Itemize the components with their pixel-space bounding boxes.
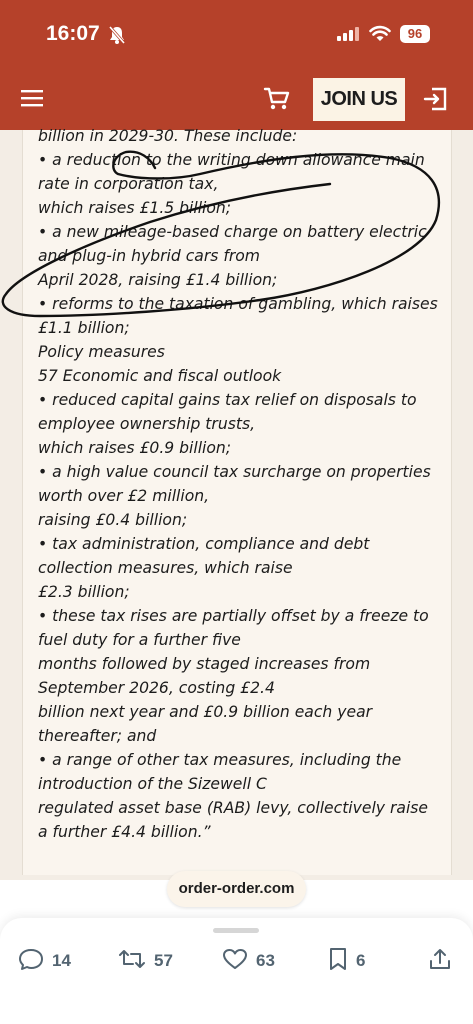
article-line: • a high value council tax surcharge on properties <box>38 463 431 481</box>
like-count: 63 <box>256 951 275 970</box>
bookmark-count: 6 <box>356 951 366 970</box>
repost-icon <box>118 947 146 976</box>
reply-icon <box>18 947 44 976</box>
article-line: September 2026, costing £2.4 <box>38 679 275 697</box>
sign-in-icon[interactable] <box>423 86 449 117</box>
heart-icon <box>222 947 248 976</box>
share-icon <box>428 947 452 976</box>
bookmark-button[interactable] <box>328 946 365 976</box>
bookmark-icon <box>328 947 348 976</box>
article-line: fuel duty for a further five <box>38 631 241 649</box>
status-time: 16:07 <box>46 22 100 45</box>
article-line: Policy measures <box>38 343 165 361</box>
article-line: months followed by staged increases from <box>38 655 371 673</box>
article-line: billion next year and £0.9 billion each year <box>38 703 373 721</box>
article-line: regulated asset base (RAB) levy, collectively raise <box>38 799 428 817</box>
reply-button[interactable] <box>18 946 71 976</box>
article-line: • a reduction to the writing down allowance main <box>38 151 425 169</box>
source-link[interactable]: order-order.com <box>167 871 306 907</box>
article-line: 57 Economic and fiscal outlook <box>38 367 282 385</box>
article-line: introduction of the Sizewell C <box>38 775 267 793</box>
article-line: • a new mileage-based charge on battery electric <box>38 223 427 241</box>
article-line: a further £4.4 billion.” <box>38 823 211 841</box>
article-line: worth over £2 million, <box>38 487 210 505</box>
article-line: thereafter; and <box>38 727 157 745</box>
repost-button[interactable] <box>118 946 173 976</box>
menu-icon[interactable] <box>20 88 48 112</box>
article-line: April 2028, raising £1.4 billion; <box>38 271 278 289</box>
battery-indicator: 96 <box>400 25 430 43</box>
article-line: collection measures, which raise <box>38 559 293 577</box>
article-text <box>38 124 453 844</box>
cellular-signal-icon <box>337 27 359 46</box>
app-header <box>0 0 473 130</box>
article-line: and plug-in hybrid cars from <box>38 247 260 265</box>
reply-count: 14 <box>52 951 71 970</box>
bell-muted-icon <box>108 25 126 50</box>
article-line: • tax administration, compliance and debt <box>38 535 370 553</box>
article-line: employee ownership trusts, <box>38 415 256 433</box>
article-line: • a range of other tax measures, including the <box>38 751 402 769</box>
article-line: raising £0.4 billion; <box>38 511 188 529</box>
wifi-icon <box>369 25 391 47</box>
article-line: • these tax rises are partially offset by a freeze to <box>38 607 429 625</box>
article-line: • reduced capital gains tax relief on disposals to <box>38 391 417 409</box>
article-line: billion in 2029-30. These include: <box>38 127 298 145</box>
cart-icon[interactable] <box>263 86 291 117</box>
sheet-grabber[interactable] <box>213 928 259 933</box>
share-button[interactable] <box>428 946 452 976</box>
article-line: which raises £1.5 billion; <box>38 199 232 217</box>
article-area[interactable] <box>0 127 473 880</box>
repost-count: 57 <box>154 951 173 970</box>
article-line: • reforms to the taxation of gambling, which raises <box>38 295 438 313</box>
article-line: £1.1 billion; <box>38 319 130 337</box>
article-line: which raises £0.9 billion; <box>38 439 232 457</box>
article-line: rate in corporation tax, <box>38 175 219 193</box>
join-us-button[interactable]: JOIN US <box>313 78 405 121</box>
article-line: £2.3 billion; <box>38 583 130 601</box>
like-button[interactable] <box>222 946 275 976</box>
